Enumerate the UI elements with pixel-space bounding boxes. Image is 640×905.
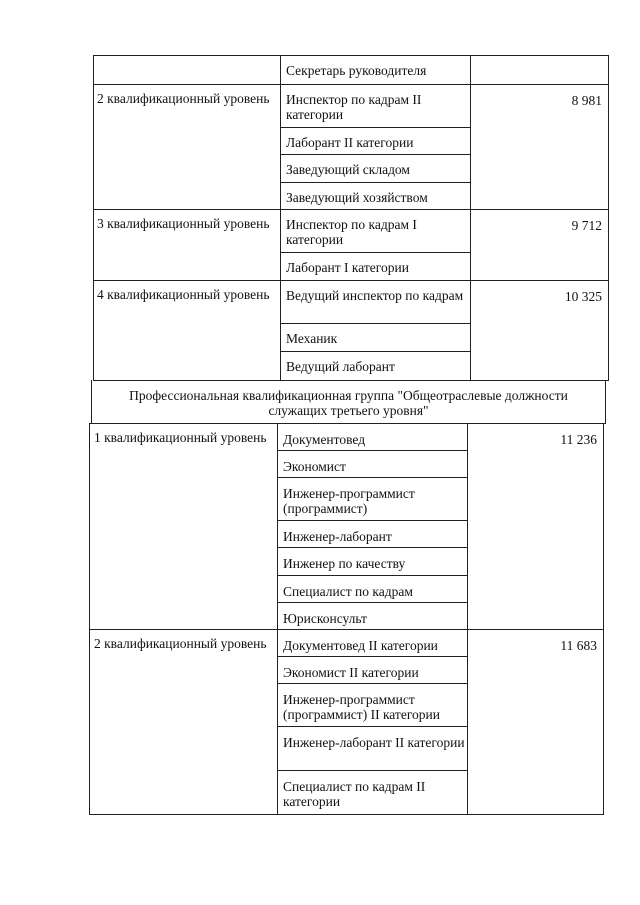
column-separator xyxy=(280,55,281,380)
salary-value: 8 981 xyxy=(571,93,602,108)
position-divider xyxy=(277,520,468,521)
position-divider xyxy=(277,450,468,451)
position-name: Специалист по кадрам II категории xyxy=(283,779,426,809)
position-divider xyxy=(277,683,468,684)
position-name: Экономист xyxy=(283,459,346,474)
column-separator xyxy=(467,423,468,814)
qualification-level: 2 квалификационный уровень xyxy=(94,636,267,651)
row-divider xyxy=(93,280,609,281)
position-name: Механик xyxy=(286,331,338,346)
table-border-right xyxy=(605,380,606,423)
position-divider xyxy=(277,770,468,771)
position-divider xyxy=(277,602,468,603)
salary-value: 9 712 xyxy=(571,218,602,233)
qualification-level: 3 квалификационный уровень xyxy=(97,216,270,231)
position-name: Инженер по качеству xyxy=(283,556,406,571)
position-name: Инженер-лаборант xyxy=(283,529,392,544)
qualification-level: 1 квалификационный уровень xyxy=(94,430,267,445)
row-divider xyxy=(93,84,609,85)
position-name: Заведующий хозяйством xyxy=(286,190,428,205)
position-name: Экономист II категории xyxy=(283,665,419,680)
row-divider xyxy=(89,423,606,424)
position-divider xyxy=(280,252,471,253)
table-border-bottom xyxy=(89,814,604,815)
position-name: Лаборант I категории xyxy=(286,260,409,275)
group-header: Профессиональная квалификационная группа "Общеотраслевые должности служащих третьего уровня" xyxy=(129,388,568,418)
position-name: Документовед xyxy=(283,432,366,447)
position-divider xyxy=(280,182,471,183)
position-divider xyxy=(277,726,468,727)
position-name: Инженер-программист (программист) xyxy=(283,486,415,516)
position-name: Инспектор по кадрам II категории xyxy=(286,92,422,122)
position-name: Лаборант II категории xyxy=(286,135,414,150)
position-name: Документовед II категории xyxy=(283,638,438,653)
position-divider xyxy=(277,477,468,478)
position-name: Юрисконсульт xyxy=(283,611,367,626)
position-divider xyxy=(280,154,471,155)
table-border-right xyxy=(603,423,604,815)
row-divider xyxy=(89,629,604,630)
position-divider xyxy=(277,575,468,576)
position-divider xyxy=(277,547,468,548)
salary-value: 11 236 xyxy=(560,432,597,447)
position-divider xyxy=(280,323,471,324)
position-name: Ведущий лаборант xyxy=(286,359,395,374)
qualification-level: 4 квалификационный уровень xyxy=(97,287,270,302)
position-divider xyxy=(277,656,468,657)
position-divider xyxy=(280,127,471,128)
position-name: Специалист по кадрам xyxy=(283,584,413,599)
qualification-level: 2 квалификационный уровень xyxy=(97,91,270,106)
position-divider xyxy=(280,351,471,352)
position-name: Инспектор по кадрам I категории xyxy=(286,217,417,247)
row-divider xyxy=(93,55,609,56)
table-border-right xyxy=(608,55,609,381)
row-divider xyxy=(93,209,609,210)
position-name: Инженер-лаборант II категории xyxy=(283,735,465,750)
salary-value: 10 325 xyxy=(564,289,602,304)
salary-value: 11 683 xyxy=(560,638,597,653)
column-separator xyxy=(277,423,278,814)
position-name: Секретарь руководителя xyxy=(286,63,427,78)
table-border-left xyxy=(89,423,90,815)
position-name: Заведующий складом xyxy=(286,162,410,177)
position-name: Инженер-программист (программист) II категории xyxy=(283,692,440,722)
position-name: Ведущий инспектор по кадрам xyxy=(286,288,464,303)
